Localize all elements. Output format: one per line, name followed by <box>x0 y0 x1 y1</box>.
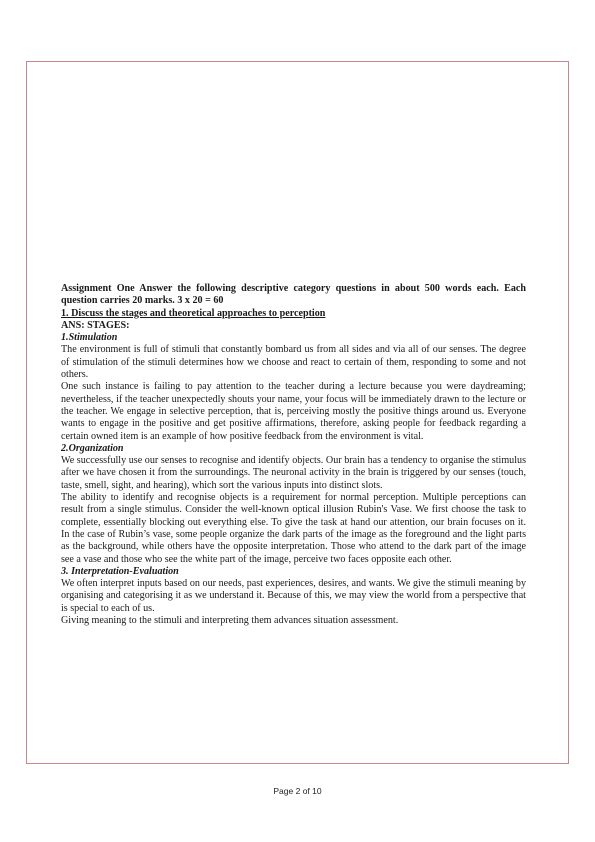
paragraph: The ability to identify and recognise objects is a requirement for normal perception. Multiple perceptions can result from a single stimulus. Consider the well-known optical illusion Rubin's Vase. We first choose the task to complete, essentially blocking out everything else. To give the task at hand our attention, our brain focuses on it. In the case of Rubin’s vase, some people organize the dark parts of the image as the foreground and the light parts as the background, while others have the opposite interpretation. Those who attend to the dark part of the image see a vase and those who see the white part of the image, perceive two faces opposite each other. <box>61 492 526 565</box>
paragraph: One such instance is failing to pay attention to the teacher during a lecture because you were daydreaming; nevertheless, if the teacher unexpectedly shouts your name, your focus will be immediately drawn to the lecture or the teacher. We engage in selective perception, that is, perceiving mostly the positive things around us. Everyone wants to engage in the positive and get positive affirmations, therefore, asking people for feedback regarding a certain owned item is an example of how positive feedback from the environment is vital. <box>61 381 526 442</box>
assignment-heading: Assignment One Answer the following descriptive category questions in about 500 words each. Each question carries 20 marks. 3 x 20 = 60 <box>61 283 526 307</box>
paragraph: Giving meaning to the stimuli and interpreting them advances situation assessment. <box>61 615 399 627</box>
page-number: Page 2 of 10 <box>273 786 322 796</box>
answer-label: ANS: STAGES: <box>61 319 130 331</box>
paragraph: We successfully use our senses to recognise and identify objects. Our brain has a tendency to organise the stimulus after we have chosen it from the surroundings. The neuronal activity in the brain is triggered by our senses (touch, taste, smell, sight, and hearing), which sort the various inputs into distinct slots. <box>61 455 526 491</box>
section-title-interpretation: 3. Interpretation-Evaluation <box>61 565 179 577</box>
document-body <box>61 283 526 627</box>
paragraph: The environment is full of stimuli that constantly bombard us from all sides and via all of our senses. The degree of stimulation of the stimuli determines how we choose and react to certain of them, responding to some and not others. <box>61 344 526 381</box>
question-line: 1. Discuss the stages and theoretical approaches to perception <box>61 307 326 319</box>
section-title-stimulation: 1.Stimulation <box>61 332 118 344</box>
paragraph: We often interpret inputs based on our needs, past experiences, desires, and wants. We give the stimuli meaning by organising and categorising it as we understand it. Because of this, we may view the world from a perspective that is special to each of us. <box>61 578 526 614</box>
section-title-organization: 2.Organization <box>61 442 124 454</box>
